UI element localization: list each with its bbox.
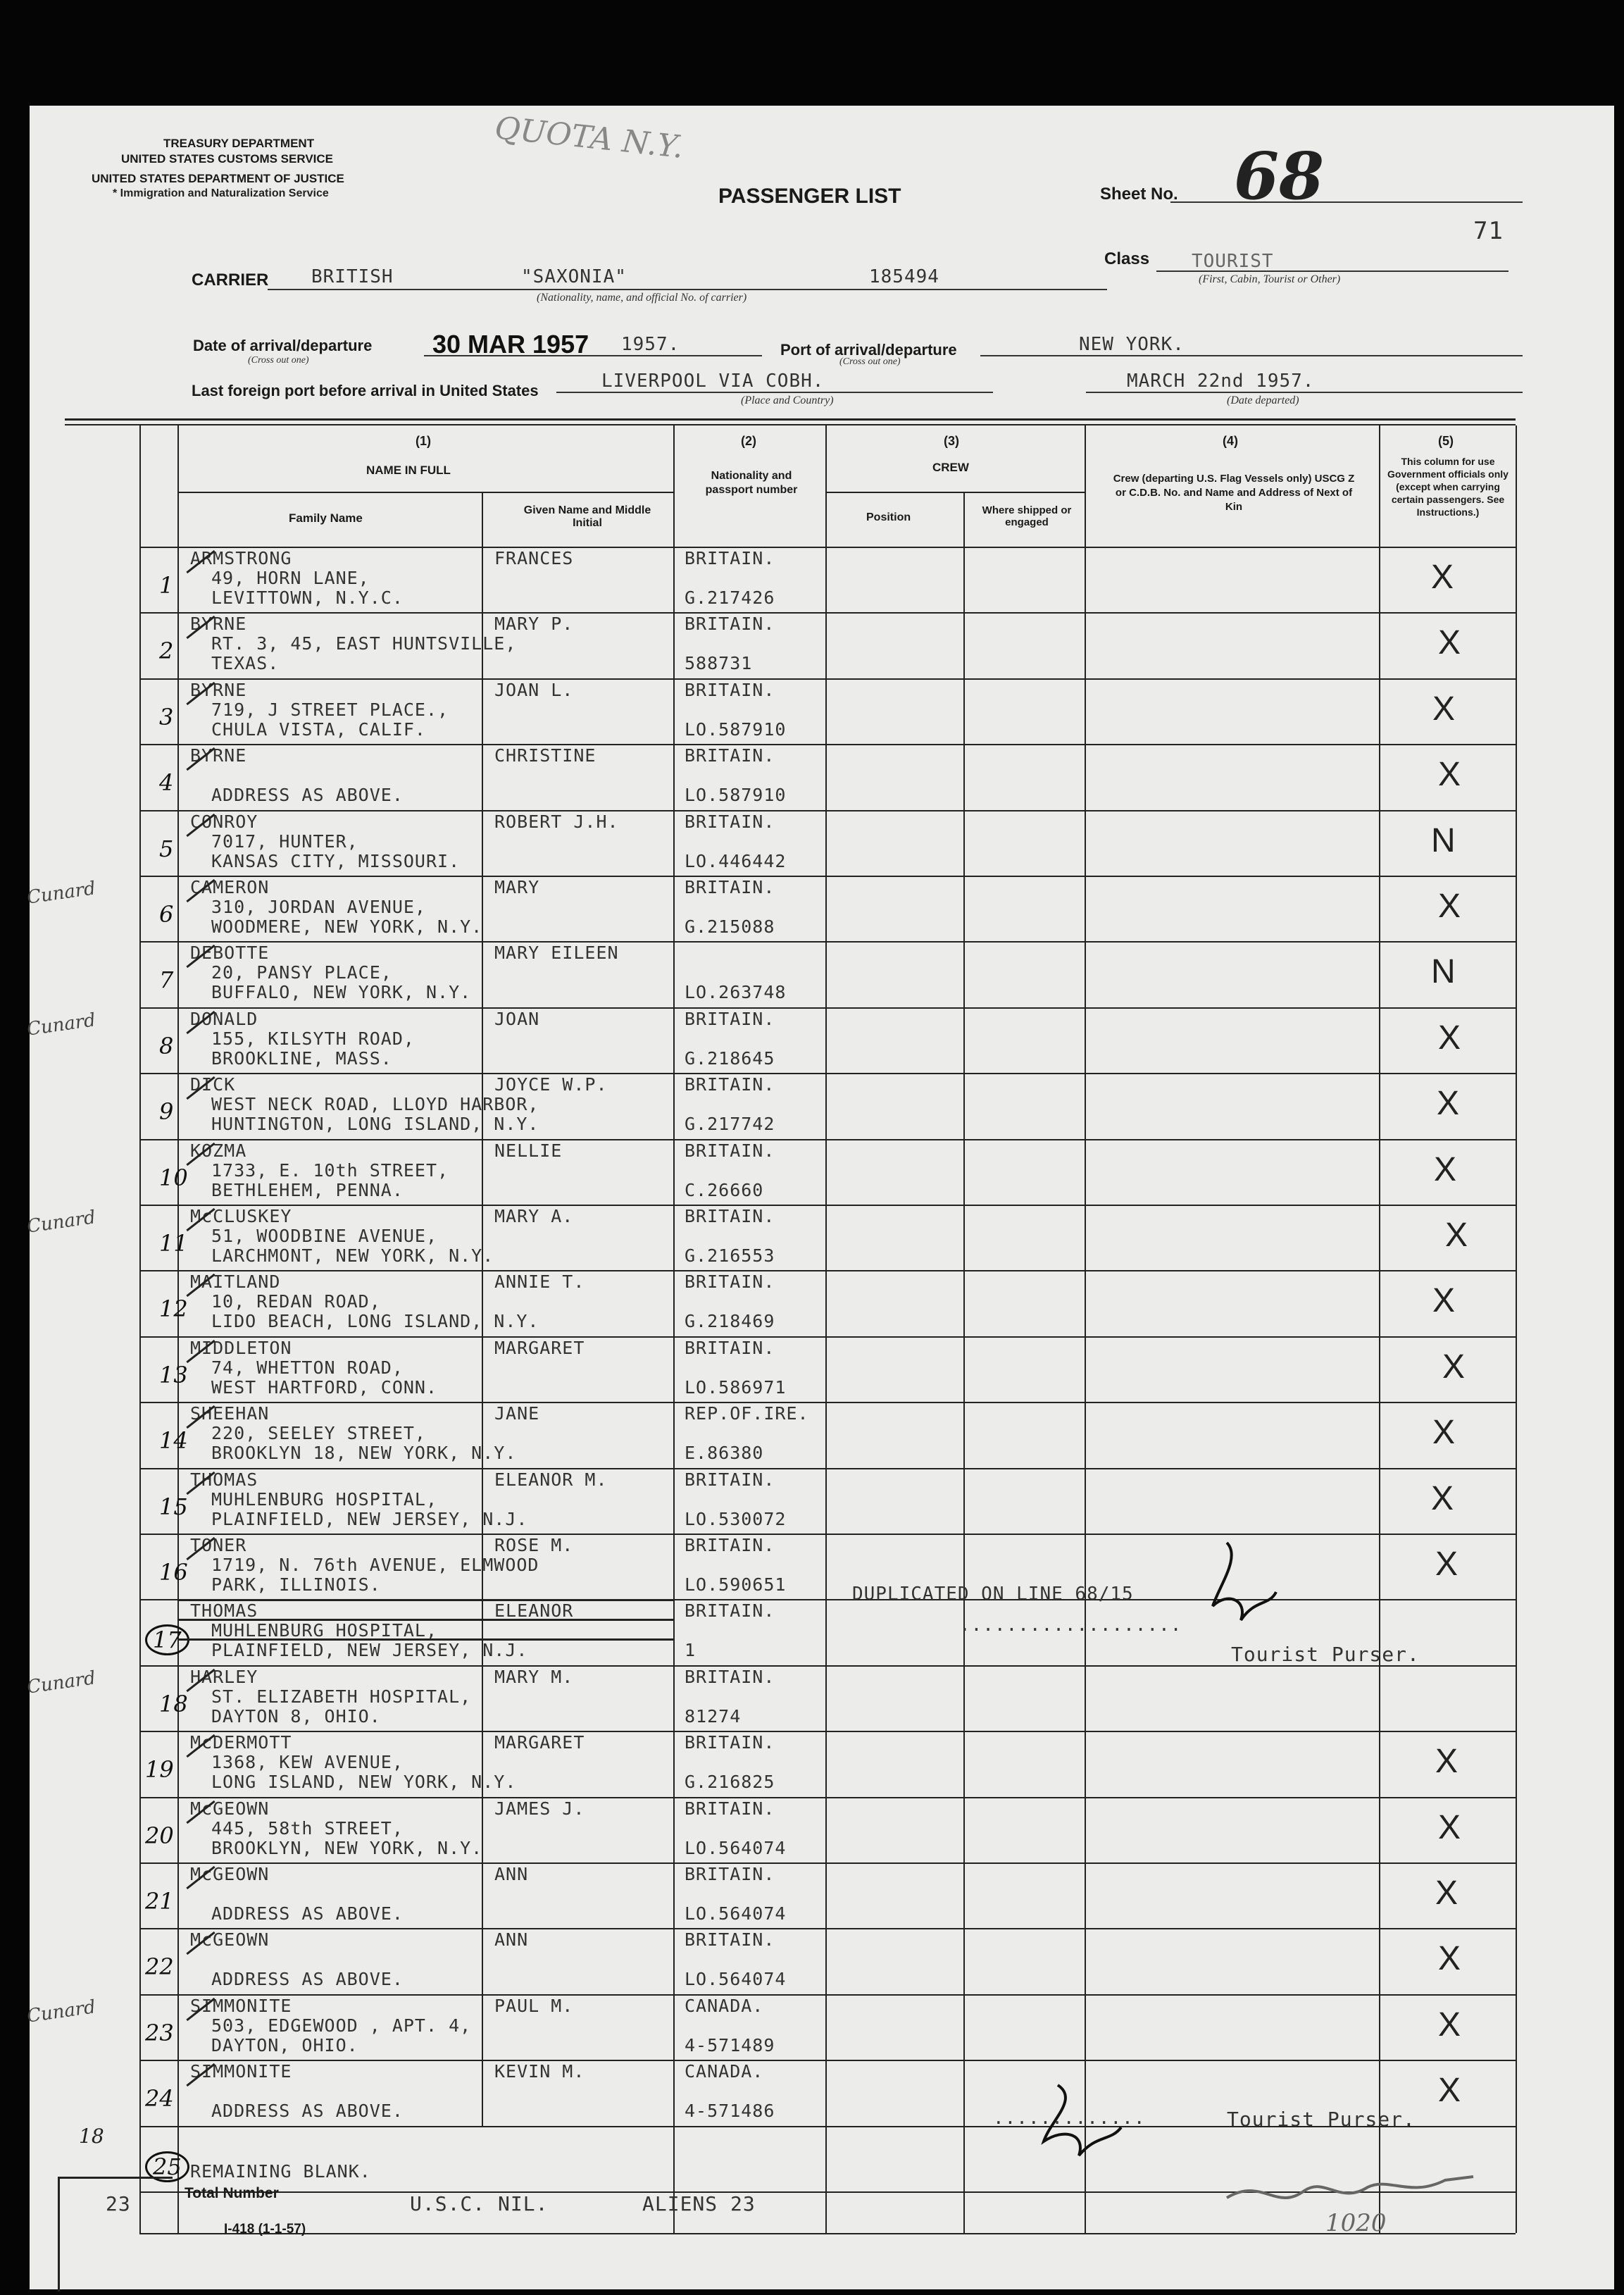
duplicated-dots: ................... <box>959 1615 1182 1636</box>
line-number: 11 <box>159 1230 188 1257</box>
given-name: ANNIE T. <box>494 1271 585 1293</box>
address-line-1: 49, HORN LANE, <box>211 568 370 588</box>
table-row <box>30 612 1614 678</box>
address-line-1: 20, PANSY PLACE, <box>211 962 392 983</box>
given-name: ANN <box>494 1929 529 1951</box>
sheet-number: 68 <box>1234 138 1325 214</box>
family-name: REMAINING BLANK. <box>190 2160 371 2182</box>
purser-signature-2 <box>1030 2071 1128 2163</box>
official-mark: X <box>1438 2005 1461 2044</box>
total-label: Total Number <box>185 2185 279 2201</box>
sheet-label: Sheet No. <box>1100 185 1178 204</box>
carrier-label: CARRIER <box>192 270 269 290</box>
given-name: ROBERT J.H. <box>494 811 619 832</box>
line-number: 15 <box>159 1493 188 1520</box>
address-line-2: ADDRESS AS ABOVE. <box>211 785 404 806</box>
official-mark: X <box>1435 1743 1459 1781</box>
address-line-1: 51, WOODBINE AVENUE, <box>211 1226 438 1246</box>
line-number: 2 <box>159 638 174 665</box>
address-line-2: BROOKLYN, NEW YORK, N.Y. <box>211 1837 483 1858</box>
address-line-2: BROOKLINE, MASS. <box>211 1047 392 1069</box>
aliens-count: ALIENS 23 <box>642 2192 756 2215</box>
line-number: 7 <box>159 966 174 994</box>
col5-number: (5) <box>1438 434 1454 448</box>
nationality: BRITAIN. <box>685 1732 775 1753</box>
purser-dots-bottom: ............. <box>993 2108 1146 2129</box>
family-name: SIMMONITE <box>190 1995 292 2016</box>
nationality: BRITAIN. <box>685 1600 775 1622</box>
line-number: 6 <box>159 901 174 928</box>
family-name: THOMAS <box>190 1600 258 1622</box>
table-row <box>30 1797 1614 1862</box>
passport-number: 4-571489 <box>685 2034 775 2055</box>
table-row <box>30 1139 1614 1205</box>
passport-number: E.86380 <box>685 1443 764 1464</box>
table-row <box>30 547 1614 612</box>
address-line-2: ADDRESS AS ABOVE. <box>211 1969 404 1990</box>
lastport-value: LIVERPOOL VIA COBH. <box>601 371 825 392</box>
line-number: 20 <box>145 1822 174 1849</box>
cunard-note: Cunard <box>25 1207 97 1238</box>
passport-number: LO.590651 <box>685 1574 787 1595</box>
nationality: BRITAIN. <box>685 679 775 700</box>
table-row <box>30 744 1614 809</box>
inspector-code: 1020 <box>1325 2209 1387 2237</box>
strike-line-17c <box>177 1638 673 1641</box>
carrier-name: "SAXONIA" <box>521 266 627 287</box>
family-name: McCLUSKEY <box>190 1206 292 1226</box>
nationality: BRITAIN. <box>685 1929 775 1951</box>
address-line-1: 310, JORDAN AVENUE, <box>211 897 426 917</box>
carrier-number: 185494 <box>869 266 939 287</box>
family-name: DONALD <box>190 1008 258 1029</box>
duplicated-note: DUPLICATED ON LINE 68/15 <box>852 1584 1134 1605</box>
line-number: 12 <box>159 1295 188 1323</box>
nationality: BRITAIN. <box>685 1271 775 1293</box>
passport-number: 81274 <box>685 1705 742 1727</box>
official-mark: N <box>1431 953 1456 991</box>
passport-number: LO.564074 <box>685 1969 787 1990</box>
address-line-2: BETHLEHEM, PENNA. <box>211 1179 404 1200</box>
official-mark: X <box>1437 1085 1460 1123</box>
official-mark: X <box>1438 1808 1461 1846</box>
given-name: CHRISTINE <box>494 745 596 766</box>
address-line-2: WOODMERE, NEW YORK, N.Y. <box>211 916 483 937</box>
passport-number: G.217742 <box>685 1114 775 1135</box>
col3-number: (3) <box>944 434 959 448</box>
address-line-2: ADDRESS AS ABOVE. <box>211 1903 404 1924</box>
address-line-1: WEST NECK ROAD, LLOYD HARBOR, <box>211 1094 539 1115</box>
address-line-2: PLAINFIELD, NEW JERSEY, N.J. <box>211 1508 528 1529</box>
given-name: MARGARET <box>494 1337 585 1358</box>
family-name: CAMERON <box>190 877 270 897</box>
class-caption: (First, Cabin, Tourist or Other) <box>1199 273 1341 285</box>
given-name: KEVIN M. <box>494 2061 585 2082</box>
line-number: 19 <box>145 1756 174 1784</box>
family-name: HARLEY <box>190 1666 258 1687</box>
strike-line-17b <box>177 1619 673 1621</box>
nationality: BRITAIN. <box>685 1206 775 1226</box>
table-row <box>25 1665 1614 1731</box>
family-name: McGEOWN <box>190 1798 270 1819</box>
col1-number: (1) <box>416 434 431 448</box>
cunard-note: Cunard <box>25 878 97 909</box>
table-row <box>30 941 1614 1007</box>
nationality: BRITAIN. <box>685 1074 775 1095</box>
official-mark: X <box>1438 888 1461 925</box>
address-line-1: 74, WHETTON ROAD, <box>211 1357 404 1378</box>
table-row <box>30 810 1614 876</box>
address-line-2: LONG ISLAND, NEW YORK, N.Y. <box>211 1772 517 1793</box>
address-line-2: BUFFALO, NEW YORK, N.Y. <box>211 982 472 1003</box>
strike-line-17a <box>177 1599 673 1601</box>
col5-title: This column for use Government officials only (except when carrying certain passengers. See Instructions.) <box>1387 456 1509 518</box>
given-name: MARY P. <box>494 614 574 635</box>
cunard-note: Cunard <box>25 1009 97 1040</box>
table-row <box>25 1205 1614 1270</box>
given-name: NELLIE <box>494 1140 563 1161</box>
line-number: 1 <box>159 572 174 599</box>
carrier-nationality: BRITISH <box>311 266 394 287</box>
passport-number: 4-571486 <box>685 2101 775 2122</box>
given-name: JOAN <box>494 1008 540 1029</box>
address-line-1: 503, EDGEWOOD , APT. 4, <box>211 2015 472 2036</box>
passenger-list-sheet <box>25 106 1614 2289</box>
col4-number: (4) <box>1223 434 1238 448</box>
col2-title: Nationality and passport number <box>705 470 798 496</box>
address-line-2: LEVITTOWN, N.Y.C. <box>211 587 404 608</box>
col-given-name: Given Name and Middle Initial <box>523 504 651 529</box>
official-mark: X <box>1438 756 1461 794</box>
dept-line-4: * Immigration and Naturalization Service <box>113 187 329 199</box>
official-mark: X <box>1438 1940 1461 1978</box>
col2-number: (2) <box>741 434 756 448</box>
address-line-1: MUHLENBURG HOSPITAL, <box>211 1620 438 1641</box>
official-mark: X <box>1442 1348 1466 1386</box>
address-line-1: 220, SEELEY STREET, <box>211 1423 426 1444</box>
given-name: ANN <box>494 1864 529 1884</box>
given-name: MARY EILEEN <box>494 943 619 964</box>
family-name: THOMAS <box>190 1469 258 1490</box>
given-name: FRANCES <box>494 548 574 568</box>
address-line-2: CHULA VISTA, CALIF. <box>211 719 426 740</box>
nationality: CANADA. <box>685 1995 764 2016</box>
passport-number: G.216553 <box>685 1245 775 1266</box>
address-line-2: DAYTON, OHIO. <box>211 2034 358 2055</box>
uscg-count: U.S.C. NIL. <box>410 2192 549 2215</box>
official-mark: X <box>1435 1874 1459 1912</box>
family-name: MIDDLETON <box>190 1337 292 1358</box>
port-label: Port of arrival/departure <box>780 341 957 359</box>
address-line-1: 155, KILSYTH ROAD, <box>211 1028 415 1049</box>
given-name: JAMES J. <box>494 1798 585 1819</box>
line-number: 24 <box>145 2085 174 2113</box>
official-mark: X <box>1432 1282 1456 1320</box>
line-number: 8 <box>159 1032 174 1059</box>
table-row <box>25 1007 1614 1073</box>
line-number: 10 <box>159 1164 188 1191</box>
line-number: 5 <box>159 835 174 862</box>
arrival-cross-caption: (Cross out one) <box>248 355 309 366</box>
col-family-name: Family Name <box>289 511 363 525</box>
official-mark: X <box>1438 1019 1461 1057</box>
address-line-2: LARCHMONT, NEW YORK, N.Y. <box>211 1245 494 1266</box>
given-name: MARY M. <box>494 1666 574 1687</box>
given-name: MARGARET <box>494 1732 585 1753</box>
dept-line-1: TREASURY DEPARTMENT <box>163 137 315 150</box>
family-name: TONER <box>190 1535 247 1555</box>
table-row <box>25 876 1614 941</box>
address-line-1: 719, J STREET PLACE., <box>211 699 449 720</box>
line-number: 23 <box>145 2019 174 2046</box>
address-line-1: 7017, HUNTER, <box>211 831 358 852</box>
line-number: 17 <box>145 1624 189 1655</box>
family-name: DICK <box>190 1074 236 1095</box>
cunard-note: Cunard <box>25 1667 97 1698</box>
line-number: 18 <box>159 1690 188 1717</box>
passport-number: LO.564074 <box>685 1903 787 1924</box>
arrival-label: Date of arrival/departure <box>193 337 373 354</box>
line-number: 21 <box>145 1888 174 1915</box>
purser-bottom: Tourist Purser. <box>1227 2108 1416 2131</box>
given-name: PAUL M. <box>494 1995 574 2016</box>
family-name: SIMMONITE <box>190 2061 292 2082</box>
address-line-2: BROOKLYN 18, NEW YORK, N.Y. <box>211 1443 517 1464</box>
family-name: MAITLAND <box>190 1271 281 1293</box>
nationality: CANADA. <box>685 2061 764 2082</box>
passport-number: G.215088 <box>685 916 775 937</box>
table-row <box>30 1270 1614 1336</box>
table-row <box>30 1073 1614 1138</box>
page-number: 71 <box>1473 217 1504 245</box>
nationality: BRITAIN. <box>685 745 775 766</box>
family-name: SHEEHAN <box>190 1403 270 1424</box>
nationality: BRITAIN. <box>685 1008 775 1029</box>
purser-signature-1 <box>1185 1529 1283 1634</box>
official-mark: X <box>1445 1217 1468 1254</box>
table-row <box>30 1468 1614 1534</box>
table-row <box>30 1862 1614 1928</box>
passport-number: 1 <box>685 1640 697 1661</box>
class-value: TOURIST <box>1192 251 1274 272</box>
address-line-2: ADDRESS AS ABOVE. <box>211 2101 404 2122</box>
passport-number: G.218469 <box>685 1311 775 1332</box>
form-number: I-418 (1-1-57) <box>224 2222 306 2237</box>
table-row <box>25 1994 1614 2060</box>
family-name: McGEOWN <box>190 1929 270 1951</box>
arrival-typed: 1957. <box>621 334 680 355</box>
address-line-1: 10, REDAN ROAD, <box>211 1291 381 1312</box>
address-line-2: TEXAS. <box>211 653 280 674</box>
address-line-1: 445, 58th STREET, <box>211 1817 404 1839</box>
address-line-2: KANSAS CITY, MISSOURI. <box>211 850 461 871</box>
nationality: REP.OF.IRE. <box>685 1403 809 1424</box>
port-value: NEW YORK. <box>1079 334 1185 355</box>
address-line-1: 1719, N. 76th AVENUE, ELMWOOD <box>211 1555 539 1575</box>
port-cross-caption: (Cross out one) <box>839 356 901 367</box>
departed-caption: (Date departed) <box>1227 394 1299 406</box>
address-line-1: ST. ELIZABETH HOSPITAL, <box>211 1686 472 1707</box>
passport-number: LO.530072 <box>685 1508 787 1529</box>
table-row <box>30 1402 1614 1467</box>
nationality: BRITAIN. <box>685 1469 775 1490</box>
nationality: BRITAIN. <box>685 1666 775 1687</box>
nationality: BRITAIN. <box>685 1798 775 1819</box>
lastport-caption: (Place and Country) <box>741 394 834 406</box>
given-name: ELEANOR <box>494 1600 574 1622</box>
line-number: 25 <box>145 2151 189 2182</box>
line-number: 4 <box>159 769 174 797</box>
table-row <box>30 1731 1614 1796</box>
line-number: 14 <box>159 1427 188 1455</box>
page-title: PASSENGER LIST <box>718 185 901 208</box>
nationality: BRITAIN. <box>685 1140 775 1161</box>
passport-number: C.26660 <box>685 1179 764 1200</box>
line-number: 13 <box>159 1361 188 1388</box>
purser-title: Tourist Purser. <box>1231 1643 1420 1666</box>
class-label: Class <box>1104 249 1150 268</box>
official-mark: N <box>1431 821 1456 859</box>
margin-note-18: 18 <box>79 2125 104 2148</box>
nationality: BRITAIN. <box>685 1864 775 1884</box>
passport-number: LO.263748 <box>685 982 787 1003</box>
table-row <box>30 1336 1614 1402</box>
dept-line-2: UNITED STATES CUSTOMS SERVICE <box>121 152 334 166</box>
official-mark: X <box>1431 559 1454 596</box>
given-name: MARY A. <box>494 1206 574 1226</box>
family-name: CONROY <box>190 811 258 832</box>
official-mark: X <box>1432 1414 1456 1452</box>
line-number: 9 <box>159 1098 174 1126</box>
given-name: JANE <box>494 1403 540 1424</box>
col-position: Position <box>866 511 911 523</box>
passport-number: 588731 <box>685 653 753 674</box>
passport-number: LO.587910 <box>685 785 787 806</box>
family-name: ARMSTRONG <box>190 548 292 568</box>
official-mark: X <box>1435 1545 1459 1583</box>
nationality: BRITAIN. <box>685 877 775 897</box>
lastport-label: Last foreign port before arrival in United States <box>192 382 539 399</box>
nationality: BRITAIN. <box>685 614 775 635</box>
passport-number: LO.446442 <box>685 850 787 871</box>
official-mark: X <box>1434 1150 1457 1188</box>
total-box-value: 23 <box>106 2192 131 2215</box>
dept-line-3: UNITED STATES DEPARTMENT OF JUSTICE <box>92 172 344 185</box>
col-where-shipped: Where shipped or engaged <box>982 504 1072 528</box>
given-name: JOYCE W.P. <box>494 1074 608 1095</box>
address-line-1: RT. 3, 45, EAST HUNTSVILLE, <box>211 633 517 654</box>
nationality: BRITAIN. <box>685 1535 775 1555</box>
table-row <box>30 678 1614 744</box>
table-row <box>30 1928 1614 1994</box>
departed-value: MARCH 22nd 1957. <box>1127 371 1315 392</box>
line-number: 16 <box>159 1559 188 1586</box>
family-name: KOZMA <box>190 1140 247 1161</box>
official-mark: X <box>1432 690 1456 728</box>
quota-note: QUOTA N.Y. <box>493 110 685 166</box>
official-mark: X <box>1431 1479 1454 1517</box>
given-name: JOAN L. <box>494 679 574 700</box>
family-name: McDERMOTT <box>190 1732 292 1753</box>
passport-number: G.218645 <box>685 1047 775 1069</box>
col1-title: NAME IN FULL <box>366 464 451 477</box>
nationality: BRITAIN. <box>685 811 775 832</box>
passport-number: LO.587910 <box>685 719 787 740</box>
family-name: DEBOTTE <box>190 943 270 964</box>
col3-title: CREW <box>932 461 969 474</box>
address-line-1: 1368, KEW AVENUE, <box>211 1752 404 1773</box>
address-line-2: WEST HARTFORD, CONN. <box>211 1376 438 1398</box>
family-name: BYRNE <box>190 745 247 766</box>
given-name: MARY <box>494 877 540 897</box>
address-line-2: PARK, ILLINOIS. <box>211 1574 381 1595</box>
nationality: BRITAIN. <box>685 1337 775 1358</box>
line-number: 3 <box>159 703 174 730</box>
official-mark: X <box>1438 624 1461 662</box>
col4-title: Crew (departing U.S. Flag Vessels only) USCG Z or C.D.B. No. and Name and Address of Next of Kin <box>1113 473 1355 513</box>
table-row <box>30 1534 1614 1599</box>
address-line-2: LIDO BEACH, LONG ISLAND, N.Y. <box>211 1311 539 1332</box>
address-line-2: HUNTINGTON, LONG ISLAND, N.Y. <box>211 1114 539 1135</box>
family-name: BYRNE <box>190 679 247 700</box>
given-name: ELEANOR M. <box>494 1469 608 1490</box>
address-line-1: 1733, E. 10th STREET, <box>211 1159 449 1181</box>
address-line-2: DAYTON 8, OHIO. <box>211 1705 381 1727</box>
given-name: ROSE M. <box>494 1535 574 1555</box>
family-name: McGEOWN <box>190 1864 270 1884</box>
passport-number: G.216825 <box>685 1772 775 1793</box>
family-name: BYRNE <box>190 614 247 635</box>
official-mark: X <box>1438 2072 1461 2110</box>
nationality: BRITAIN. <box>685 548 775 568</box>
passport-number: LO.564074 <box>685 1837 787 1858</box>
passport-number: LO.586971 <box>685 1376 787 1398</box>
line-number: 22 <box>145 1953 174 1981</box>
passport-number: G.217426 <box>685 587 775 608</box>
address-line-1: MUHLENBURG HOSPITAL, <box>211 1488 438 1510</box>
address-line-2: PLAINFIELD, NEW JERSEY, N.J. <box>211 1640 528 1661</box>
cunard-note: Cunard <box>25 1996 97 2027</box>
arrival-stamp: 30 MAR 1957 <box>432 330 589 359</box>
carrier-caption: (Nationality, name, and official No. of carrier) <box>537 292 747 304</box>
